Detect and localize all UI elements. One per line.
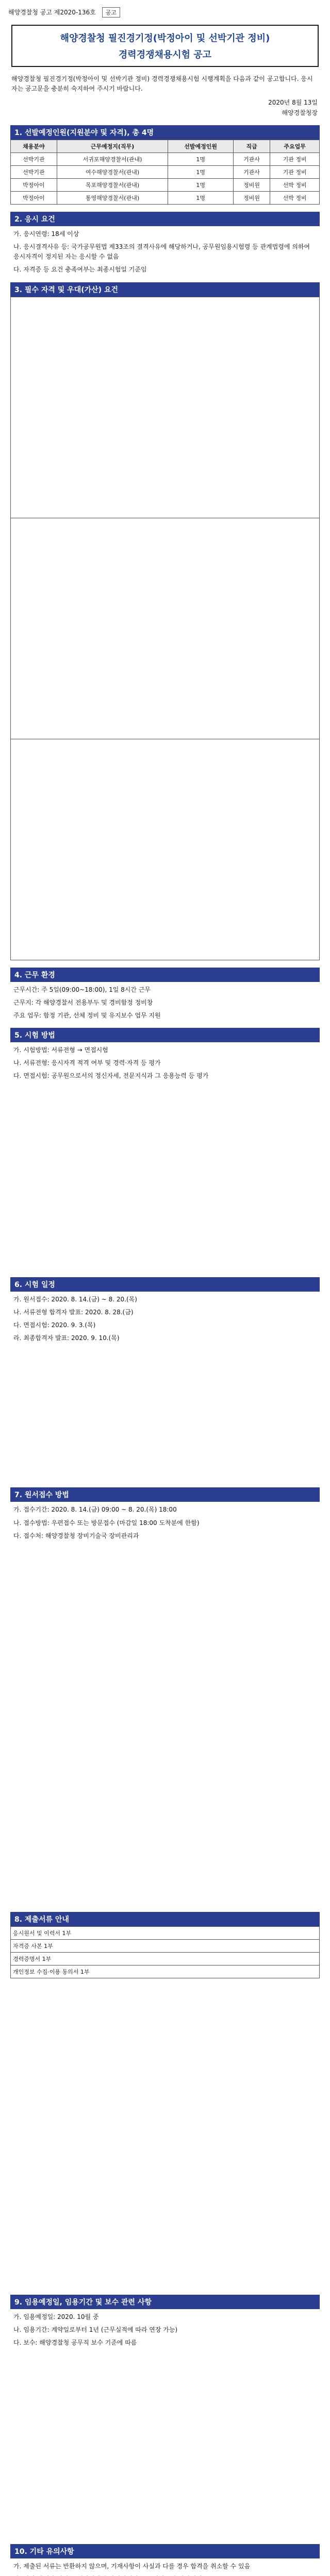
notice-label: 공고 — [102, 7, 120, 18]
section-text: 다. 보수: 해양경찰청 공무직 보수 기준에 따름 — [13, 2339, 137, 2347]
section-text: 가. 제출된 서류는 반환하지 않으며, 기재사항이 사실과 다를 경우 합격을 취소할 수 있음 — [13, 2562, 251, 2570]
table-cell: 경력증명서 1부 — [11, 1952, 320, 1965]
table-cell: 선박 정비 — [270, 191, 320, 204]
table-cell: 박정아이 — [11, 178, 57, 191]
table-header-cell: 주요업무 — [270, 140, 320, 152]
table-cell — [11, 297, 320, 518]
notice-header — [8, 7, 322, 18]
table-cell: 서귀포해양경찰서(관내) — [57, 152, 168, 165]
section-heading: 4. 근무 환경 — [10, 968, 320, 982]
table-header-cell: 근무예정지(직무) — [57, 140, 168, 152]
table-cell: 기관사 — [234, 165, 270, 178]
section-heading: 1. 선발예정인원(지원분야 및 자격), 총 4명 — [10, 125, 320, 140]
table-row — [11, 1965, 320, 1978]
table-cell: 선박기관 — [11, 165, 57, 178]
section-spacer — [10, 1544, 320, 1905]
section-1 — [10, 125, 320, 205]
section-heading: 2. 응시 요건 — [10, 212, 320, 226]
section-text: 가. 시험방법: 서류전형 → 면접시험 — [13, 1046, 108, 1054]
section-text: 나. 서류전형 합격자 발표: 2020. 8. 28.(금) — [13, 1308, 134, 1316]
section-10 — [10, 2544, 320, 2576]
table-cell: 응시원서 및 이력서 1부 — [11, 1926, 320, 1939]
table-row — [11, 152, 320, 165]
intro-text: 해양경찰청 필진경기정(박정아이 및 선박기관 정비) 경력경쟁채용시험 시행계획을 다음과 같이 공고합니다. 응시자는 공고문을 충분히 숙지하여 주시기 바랍니다. — [11, 75, 313, 93]
page-title-line1: 해양경찰청 필진경기정(박정아이 및 선박기관 정비) — [60, 33, 270, 44]
section-2 — [10, 212, 320, 275]
table-cell: 선박 정비 — [270, 178, 320, 191]
table-cell: 정비원 — [234, 178, 270, 191]
section-spacer — [10, 1084, 320, 1270]
table-header-cell: 직급 — [234, 140, 270, 152]
section-heading: 9. 임용예정일, 임용기간 및 보수 관련 사항 — [10, 2295, 320, 2309]
section-7 — [10, 1487, 320, 1905]
recruit-table — [10, 140, 320, 205]
section-spacer — [10, 1978, 320, 2287]
table-cell: 기관사 — [234, 152, 270, 165]
page-title-line2: 경력경쟁채용시험 공고 — [118, 49, 212, 60]
section-5 — [10, 1028, 320, 1270]
table-row — [11, 1952, 320, 1965]
table-cell: 통영해양경찰서(관내) — [57, 191, 168, 204]
table-cell: 기관 정비 — [270, 152, 320, 165]
table-cell: 선박기관 — [11, 152, 57, 165]
title-box — [11, 25, 319, 67]
table-cell: 박정아이 — [11, 191, 57, 204]
section-9 — [10, 2295, 320, 2537]
table-cell: 여수해양경찰서(관내) — [57, 165, 168, 178]
table-cell: 개인정보 수집·이용 동의서 1부 — [11, 1965, 320, 1978]
table-row — [11, 1939, 320, 1952]
section-text: 라. 최종합격자 발표: 2020. 9. 10.(목) — [13, 1334, 120, 1342]
section-text: 가. 원서접수: 2020. 8. 14.(금) ~ 8. 20.(목) — [13, 1295, 137, 1303]
section-text: 주요 업무: 함정 기관, 선체 정비 및 유지보수 업무 지원 — [13, 1011, 161, 1019]
table-row — [11, 518, 320, 739]
table-row — [11, 1926, 320, 1939]
table-row — [11, 739, 320, 960]
section-spacer — [10, 1346, 320, 1480]
table-cell: 자격증 사본 1부 — [11, 1939, 320, 1952]
section-4 — [10, 968, 320, 1021]
section-text: 나. 응시결격사유 등: 국가공무원법 제33조의 결격사유에 해당하거나, 공무원임용시험령 등 관계법령에 의하여 응시자격이 정지된 자는 응시할 수 없음 — [13, 243, 310, 261]
section-text: 나. 서류전형: 응시자격 적격 여부 및 경력·자격 등 평가 — [13, 1059, 161, 1067]
section-heading: 3. 필수 자격 및 우대(가산) 요건 — [10, 282, 320, 297]
table-cell: 1명 — [168, 152, 234, 165]
table-cell: 1명 — [168, 191, 234, 204]
table-cell: 기관 정비 — [270, 165, 320, 178]
table-header-cell: 선발예정인원 — [168, 140, 234, 152]
section-text: 다. 면접시험: 2020. 9. 3.(목) — [13, 1321, 96, 1329]
org-line: 해양경찰청 공고 제2020-136호 — [8, 9, 96, 16]
table-cell — [11, 739, 320, 960]
table-row — [11, 165, 320, 178]
table-cell: 목포해양경찰서(관내) — [57, 178, 168, 191]
section-8 — [10, 1912, 320, 2287]
section-text: 가. 임용예정일: 2020. 10월 중 — [13, 2313, 99, 2320]
date-block — [8, 98, 318, 117]
table-row — [11, 191, 320, 204]
section-heading: 5. 시험 방법 — [10, 1028, 320, 1042]
section-heading: 7. 원서접수 방법 — [10, 1487, 320, 1502]
requirement-table — [10, 297, 320, 960]
table-cell: 정비원 — [234, 191, 270, 204]
section-3 — [10, 282, 320, 960]
section-spacer — [10, 2351, 320, 2537]
section-heading: 6. 시험 일정 — [10, 1277, 320, 1292]
table-header-cell: 채용분야 — [11, 140, 57, 152]
table-cell — [11, 518, 320, 739]
section-text: 나. 임용기간: 계약일로부터 1년 (근무실적에 따라 연장 가능) — [13, 2326, 178, 2334]
section-6 — [10, 1277, 320, 1481]
notice-date: 2020년 8월 13일 — [268, 99, 318, 107]
section-text: 다. 자격증 등 요건 충족여부는 최종시험일 기준임 — [13, 266, 147, 274]
table-cell: 1명 — [168, 165, 234, 178]
section-heading: 10. 기타 유의사항 — [10, 2544, 320, 2558]
documents-table — [10, 1926, 320, 1978]
section-text: 다. 접수처: 해양경찰청 장비기술국 장비관리과 — [13, 1532, 139, 1539]
table-header-row — [11, 140, 320, 152]
table-row — [11, 297, 320, 518]
section-text: 근무시간: 주 5일(09:00~18:00), 1일 8시간 근무 — [13, 986, 151, 993]
table-row — [11, 178, 320, 191]
section-text: 가. 접수기간: 2020. 8. 14.(금) 09:00 ~ 8. 20.(목) 18:00 — [13, 1506, 177, 1514]
notice-issuer: 해양경찰청장 — [282, 109, 318, 116]
section-text: 근무지: 각 해양경찰서 전용부두 및 경비함정 정비창 — [13, 998, 153, 1006]
section-text: 가. 응시연령: 18세 이상 — [13, 230, 79, 238]
section-heading: 8. 제출서류 안내 — [10, 1912, 320, 1926]
section-text: 다. 면접시험: 공무원으로서의 정신자세, 전문지식과 그 응용능력 등 평가 — [13, 1072, 209, 1080]
table-cell: 1명 — [168, 178, 234, 191]
section-text: 나. 접수방법: 우편접수 또는 방문접수 (마감일 18:00 도착분에 한함) — [13, 1519, 200, 1527]
